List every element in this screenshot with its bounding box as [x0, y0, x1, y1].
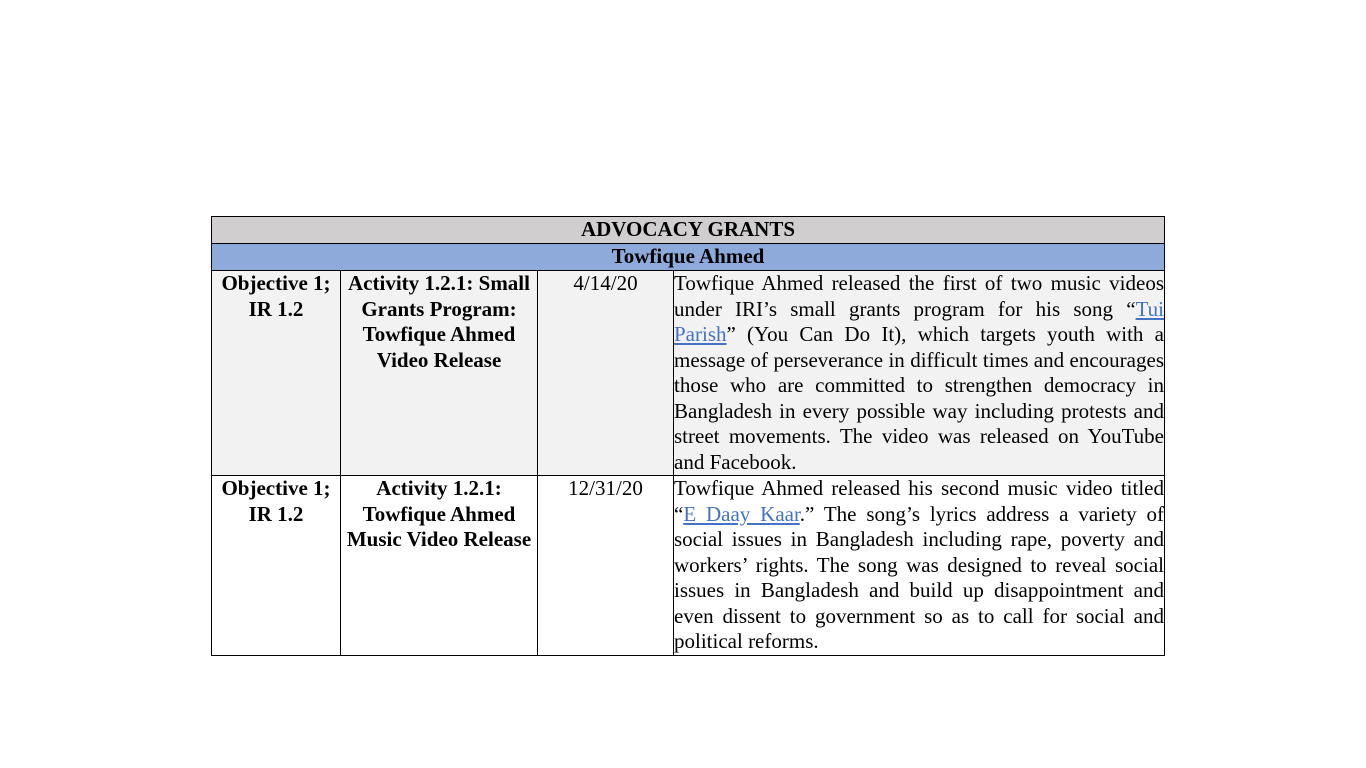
description-cell — [674, 271, 1165, 476]
table-title-row — [212, 217, 1165, 244]
table-row — [212, 271, 1165, 476]
objective-cell: Objective 1; IR 1.2 — [212, 476, 341, 656]
activity-cell: Activity 1.2.1: Towfique Ahmed Music Video Release — [341, 476, 538, 656]
table-title: ADVOCACY GRANTS — [212, 217, 1165, 244]
date-cell: 4/14/20 — [538, 271, 674, 476]
advocacy-grants-table — [211, 216, 1165, 656]
activity-cell: Activity 1.2.1: Small Grants Program: Towfique Ahmed Video Release — [341, 271, 538, 476]
song-link-tui-parish[interactable]: Tui Parish — [674, 296, 1164, 346]
table-row — [212, 476, 1165, 656]
objective-cell: Objective 1; IR 1.2 — [212, 271, 341, 476]
description-cell — [674, 476, 1165, 656]
description-text: ” (You Can Do It), which targets youth with a message of perseverance in difficult times and encourages those who are committed to strengthen democracy in Bangladesh in every possible way including protests and street movements. The video was released on YouTube and Facebook. — [674, 322, 1164, 474]
date-cell: 12/31/20 — [538, 476, 674, 656]
description-text: .” The song’s lyrics address a variety of social issues in Bangladesh including rape, poverty and workers’ rights. The song was designed to reveal social issues in Bangladesh and build up disappointment and even dissent to government so as to call for social and political reforms. — [674, 501, 1164, 653]
table-subtitle: Towfique Ahmed — [212, 244, 1165, 271]
table-subtitle-row — [212, 244, 1165, 271]
description-text: Towfique Ahmed released the first of two music videos under IRI’s small grants program for his song “ — [674, 271, 1164, 321]
description-text: Towfique Ahmed released his second music video titled “ — [674, 476, 1164, 526]
song-link-e-daay-kaar[interactable]: E Daay Kaar — [683, 501, 800, 526]
